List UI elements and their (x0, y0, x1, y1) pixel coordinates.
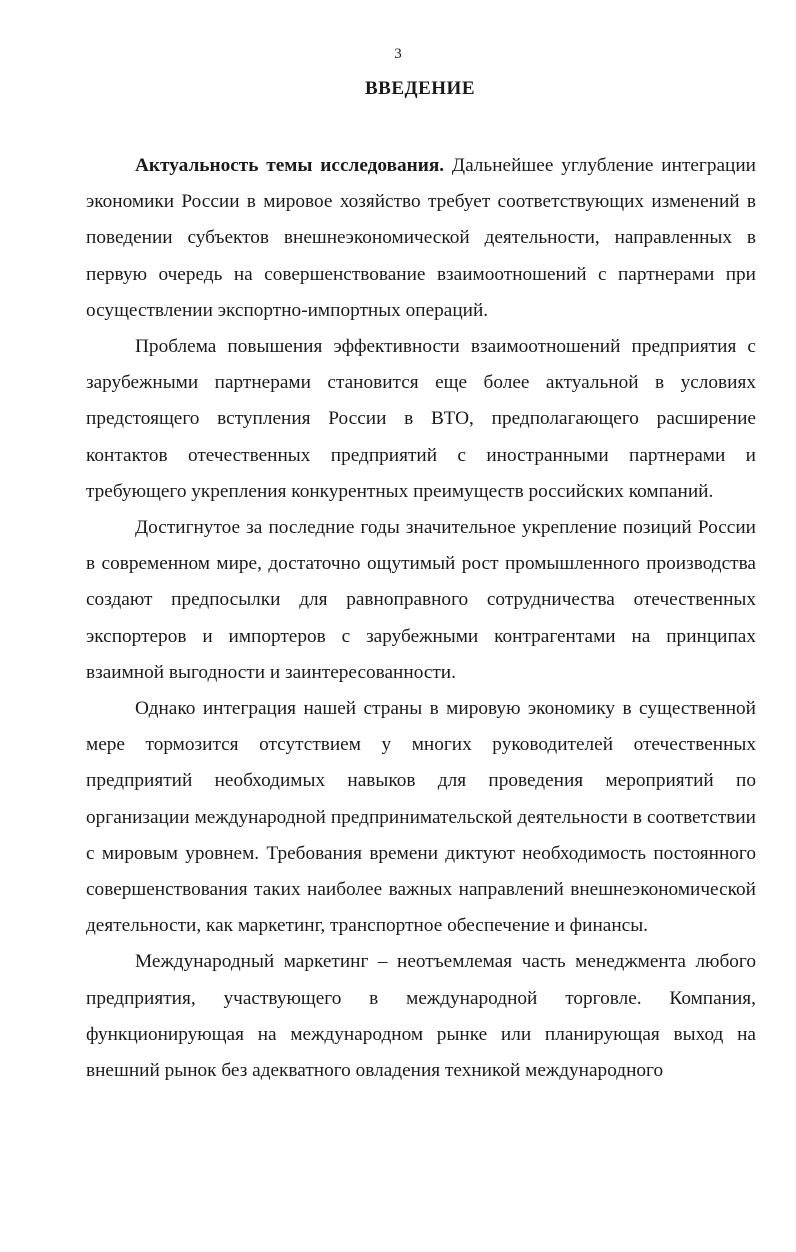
page-number: 3 (394, 46, 402, 62)
paragraph-relevance (86, 148, 756, 329)
paragraph-text: Международный маркетинг – неотъемлемая часть менеджмента любого предприятия, участвующего в международной торговле. Компания, функционирующая на международном рынке или планирующая выход на внешний рынок без адекватного овладения техникой международного (86, 951, 756, 1082)
paragraph-marketing (86, 944, 756, 1089)
paragraph-text: Однако интеграция нашей страны в мировую экономику в существенной мере тормозится отсутствием у многих руководителей отечественных предприятий необходимых навыков для проведения мероприятий по организации международной предпринимательской деятельности в соответствии с мировым уровнем. Требования времени диктуют необходимость постоянного совершенствования таких наиболее важных направлений внешнеэкономической деятельности, как маркетинг, транспортное обеспечение и финансы. (86, 698, 756, 937)
paragraph-wto (86, 329, 756, 510)
paragraph-integration (86, 691, 756, 944)
paragraph-cooperation (86, 510, 756, 691)
paragraph-text: Достигнутое за последние годы значительное укрепление позиций России в современном мире, достаточно ощутимый рост промышленного производства создают предпосылки для равноправного сотрудничества отечественных экспортеров и импортеров с зарубежными контрагентами на принципах взаимной выгодности и заинтересованности. (86, 517, 756, 683)
relevance-lead: Актуальность темы исследования. (135, 155, 445, 176)
body-text (86, 148, 756, 1089)
paragraph-text: Дальнейшее углубление интеграции экономики России в мировое хозяйство требует соответствующих изменений в поведении субъектов внешнеэкономической деятельности, направленных в первую очередь на совершенствование взаимоотношений с партнерами при осуществлении экспортно-импортных операций. (86, 155, 756, 321)
section-heading: ВВЕДЕНИЕ (365, 78, 475, 99)
paragraph-text: Проблема повышения эффективности взаимоотношений предприятия с зарубежными партнерами становится еще более актуальной в условиях предстоящего вступления России в ВТО, предполагающего расширение контактов отечественных предприятий с иностранными партнерами и требующего укрепления конкурентных преимуществ российских компаний. (86, 336, 756, 502)
